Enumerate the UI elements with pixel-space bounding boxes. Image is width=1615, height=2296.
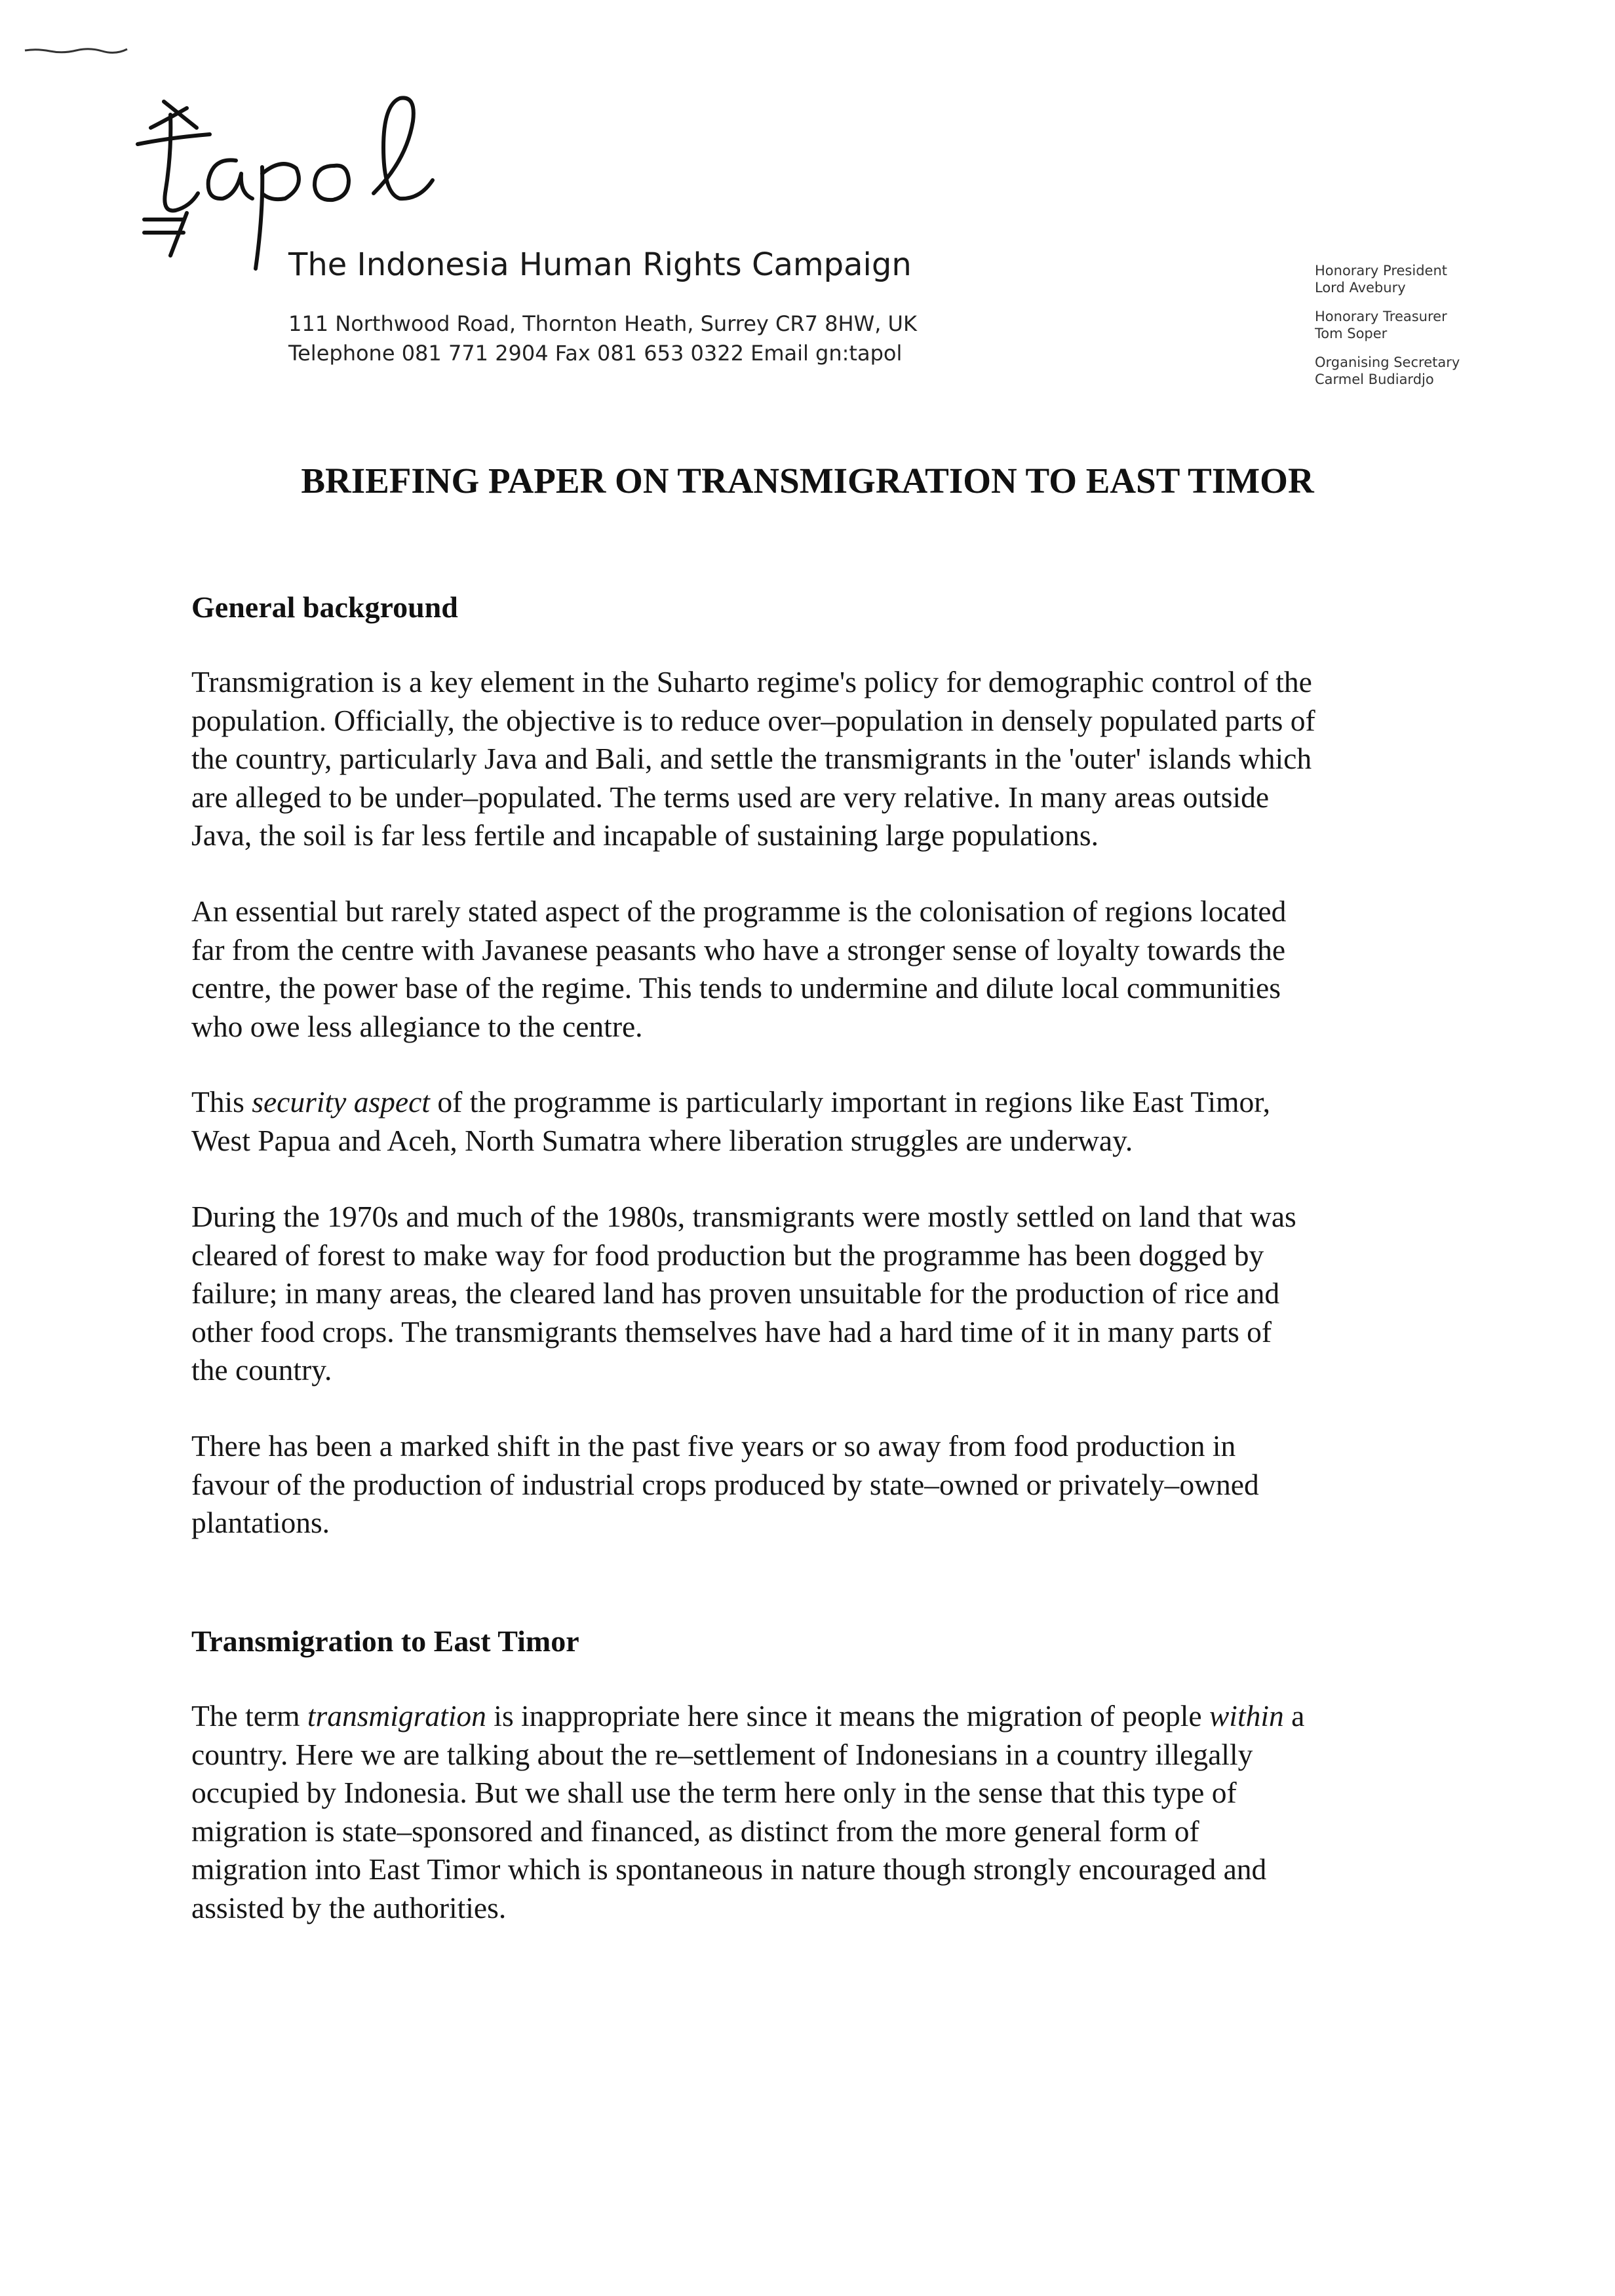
text-line: Transmigration is a key element in the Suharto regime's policy for demographic control of the [191, 665, 1312, 698]
text-line: other food crops. The transmigrants themselves have had a hard time of it in many parts of [191, 1314, 1272, 1349]
text-line: West Papua and Aceh, North Sumatra where liberation struggles are underway. [191, 1123, 1133, 1157]
text-line: centre, the power base of the regime. This tends to undermine and dilute local communities [191, 971, 1281, 1004]
text-line: plantations. [191, 1506, 330, 1539]
officer-role: Honorary Treasurer [1315, 309, 1447, 324]
text-line: who owe less allegiance to the centre. [191, 1009, 643, 1043]
text-line: migration into East Timor which is spontaneous in nature though strongly encouraged and [191, 1852, 1267, 1886]
paragraph [191, 1427, 1489, 1542]
text-line: migration is state–sponsored and financed, as distinct from the more general form of [191, 1814, 1199, 1848]
text-line: population. Officially, the objective is to reduce over–population in densely populated parts of [191, 703, 1315, 737]
text-line [191, 1083, 1489, 1122]
text-line: country. Here we are talking about the re–settlement of Indonesians in a country illegally [191, 1737, 1253, 1771]
officer-role: Organising Secretary [1315, 354, 1460, 370]
text-run: The term [191, 1699, 307, 1732]
text-run: a [1283, 1699, 1305, 1732]
text-line: Java, the soil is far less fertile and incapable of sustaining large populations. [191, 818, 1099, 852]
paragraph [191, 892, 1489, 1046]
paragraph [191, 1198, 1489, 1390]
text-run: This [191, 1085, 252, 1119]
contact-address [288, 309, 917, 368]
text-run: is inappropriate here since it means the migration of people [486, 1699, 1209, 1732]
text-line: occupied by Indonesia. But we shall use the term here only in the sense that this type of [191, 1776, 1237, 1809]
text-line: cleared of forest to make way for food production but the programme has been dogged by [191, 1238, 1264, 1272]
text-line: are alleged to be under–populated. The terms used are very relative. In many areas outside [191, 780, 1270, 814]
officer-organising-secretary [1315, 354, 1460, 388]
text-line: the country, particularly Java and Bali, and settle the transmigrants in the 'outer' islands which [191, 742, 1312, 775]
officer-name: Lord Avebury [1315, 280, 1406, 296]
text-line: the country. [191, 1353, 332, 1387]
officer-name: Carmel Budiardjo [1315, 372, 1434, 387]
text-line: failure; in many areas, the cleared land has proven unsuitable for the production of rice and [191, 1276, 1280, 1310]
text-run: of the programme is particularly important in regions like East Timor, [429, 1085, 1271, 1119]
paragraph [191, 1083, 1489, 1160]
officer-role: Honorary President [1315, 263, 1447, 278]
officer-honorary-treasurer [1315, 308, 1460, 342]
section-heading-general-background: General background [191, 590, 458, 624]
document-title: BRIEFING PAPER ON TRANSMIGRATION TO EAST TIMOR [301, 461, 1314, 501]
officer-name: Tom Soper [1315, 326, 1388, 341]
emphasis-within: within [1209, 1699, 1284, 1732]
paragraph [191, 663, 1489, 855]
officers-list [1315, 262, 1460, 400]
text-line: favour of the production of industrial crops produced by state–owned or privately–owned [191, 1467, 1259, 1501]
officer-honorary-president [1315, 262, 1460, 296]
emphasis-security-aspect: security aspect [252, 1085, 430, 1119]
text-line: far from the centre with Javanese peasants who have a stronger sense of loyalty towards the [191, 932, 1286, 966]
text-line: During the 1970s and much of the 1980s, transmigrants were mostly settled on land that was [191, 1200, 1296, 1233]
scan-mark [24, 47, 128, 54]
organisation-tagline: The Indonesia Human Rights Campaign [288, 246, 912, 283]
paragraph [191, 1697, 1489, 1927]
text-line: There has been a marked shift in the past five years or so away from food production in [191, 1429, 1236, 1463]
emphasis-transmigration: transmigration [307, 1699, 486, 1732]
text-line [191, 1697, 1489, 1736]
telephone-line: Telephone 081 771 2904 Fax 081 653 0322 Email gn:tapol [288, 341, 903, 366]
text-line: assisted by the authorities. [191, 1890, 507, 1924]
text-line: An essential but rarely stated aspect of the programme is the colonisation of regions located [191, 894, 1287, 928]
section-heading-transmigration-east-timor: Transmigration to East Timor [191, 1624, 579, 1658]
address-line: 111 Northwood Road, Thornton Heath, Surrey CR7 8HW, UK [288, 311, 917, 336]
